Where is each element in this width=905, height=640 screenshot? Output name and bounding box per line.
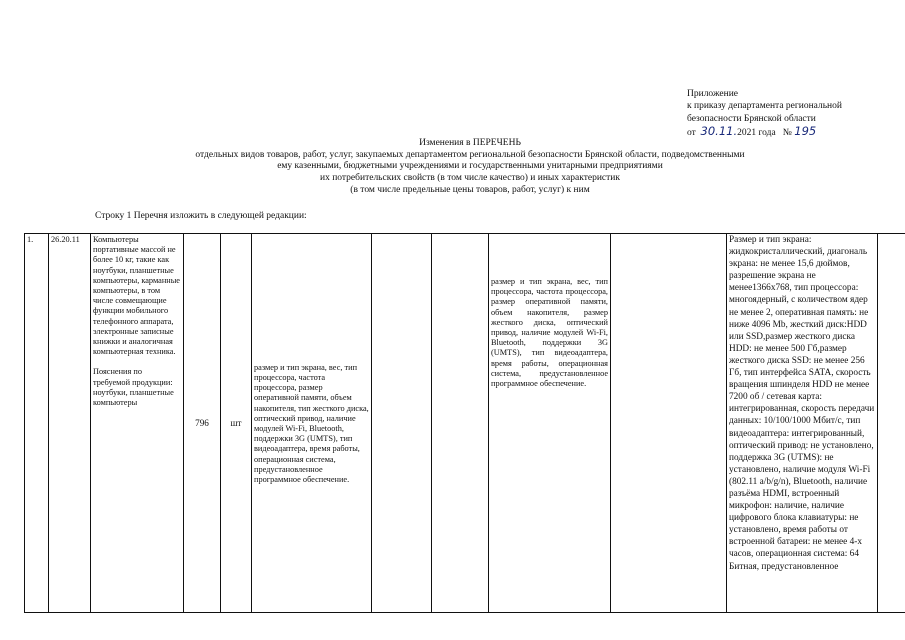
cell-empty-4 (878, 234, 905, 613)
characteristics-2-text: размер и тип экрана, вес, тип процессора, частота процессора, размер оперативной памяти, объем накопителя, размер жесткого диска, оптический привод, наличие модулей Wi-Fi, Bluetooth, поддержки 3G (UMTS), тип видеоадаптера, время работы, операционная система, предустановленное программное обеспечение. (491, 277, 608, 389)
cell-empty-3 (611, 234, 727, 613)
instruction-text: Строку 1 Перечня изложить в следующей редакции: (95, 211, 307, 221)
cell-characteristics (252, 234, 372, 613)
characteristics-text: размер и тип экрана, вес, тип процессора, частота процессора, размер оперативной памяти, объем накопителя, тип жесткого диска, оптический привод, наличие модулей Wi-Fi, Bluetooth, поддержки 3G (UMTS), тип видеоадаптера, время работы, операционная система, предустановленное программное обеспечение. (254, 362, 369, 485)
document-title (120, 138, 820, 197)
cell-empty-1 (372, 234, 432, 613)
changes-table (24, 233, 905, 613)
handwritten-date: 30.11. (700, 124, 738, 139)
appendix-block (687, 88, 842, 140)
handwritten-number: 195 (794, 124, 817, 139)
appendix-department-line: безопасности Брянской области (687, 113, 816, 124)
cell-row-number: 1. (25, 234, 49, 613)
date-prefix: от (687, 128, 696, 139)
title-line-3: ему казенными, бюджетными учреждениями и государственными унитарными предприятиями (277, 161, 663, 172)
appendix-order-line: к приказу департамента региональной (687, 101, 842, 112)
title-line-2: отдельных видов товаров, работ, услуг, закупаемых департаментом региональной безопасности Брянской области, подведомственными (195, 149, 745, 160)
cell-product-name (91, 234, 184, 613)
number-prefix: № (782, 128, 792, 139)
cell-characteristics-2 (489, 234, 611, 613)
cell-unit: шт (221, 234, 252, 613)
cell-okei-code: 796 (184, 234, 221, 613)
cell-characteristic-values: Размер и тип экрана: жидкокристаллический, диагональ экрана: не менее 15,6 дюймов, разрешение экрана не менее1366х768, тип процессора: многоядерный, с количеством ядер не менее 2, оперативная память: не ниже 4096 Mb, жесткий диск:HDD или SSD,размер жесткого диска HDD: не менее 500 Гб,размер жесткого диска SSD: не менее 256 Гб, тип интерфейса SATA, скорость вращения шпинделя HDD не менее 7200 об / сетевая карта: интегрированная, скорость передачи данных: 10/100/1000 Мбит/с, тип видеоадаптера: интегрированный, оптический привод: не установлено, поддержка 3G (UTMS): не установлено, наличие модуля Wi-Fi (802.11 a/b/g/n), Bluetooth, наличие разъёма HDMI, встроенный микрофон: наличие, наличие цифрового блока клавиатуры: не установлено, время работы от встроенной батареи: не менее 4-х часов, операционная система: 64 Битная, предустановленное (727, 234, 878, 613)
table-row (25, 234, 905, 613)
title-line-1: Изменения в ПЕРЕЧЕНЬ (419, 138, 521, 148)
cell-okpd-code: 26.20.11 (49, 234, 91, 613)
appendix-title: Приложение (687, 89, 738, 99)
date-year: 2021 года (737, 128, 776, 139)
product-explanation-text: Пояснения по требуемой продукции: ноутбуки, планшетные компьютеры (93, 367, 174, 408)
product-name-text: Компьютеры портативные массой не более 10 кг, такие как ноутбуки, планшетные компьютеры, карманные компьютеры, в том числе совмещающие функции мобильного телефонного аппарата, электронные записные книжки и аналогичная компьютерная техника. (93, 235, 180, 357)
title-line-4: их потребительских свойств (в том числе качество) и иных характеристик (320, 173, 620, 184)
title-line-5: (в том числе предельные цены товаров, работ, услуг) к ним (350, 184, 590, 195)
cell-empty-2 (432, 234, 489, 613)
